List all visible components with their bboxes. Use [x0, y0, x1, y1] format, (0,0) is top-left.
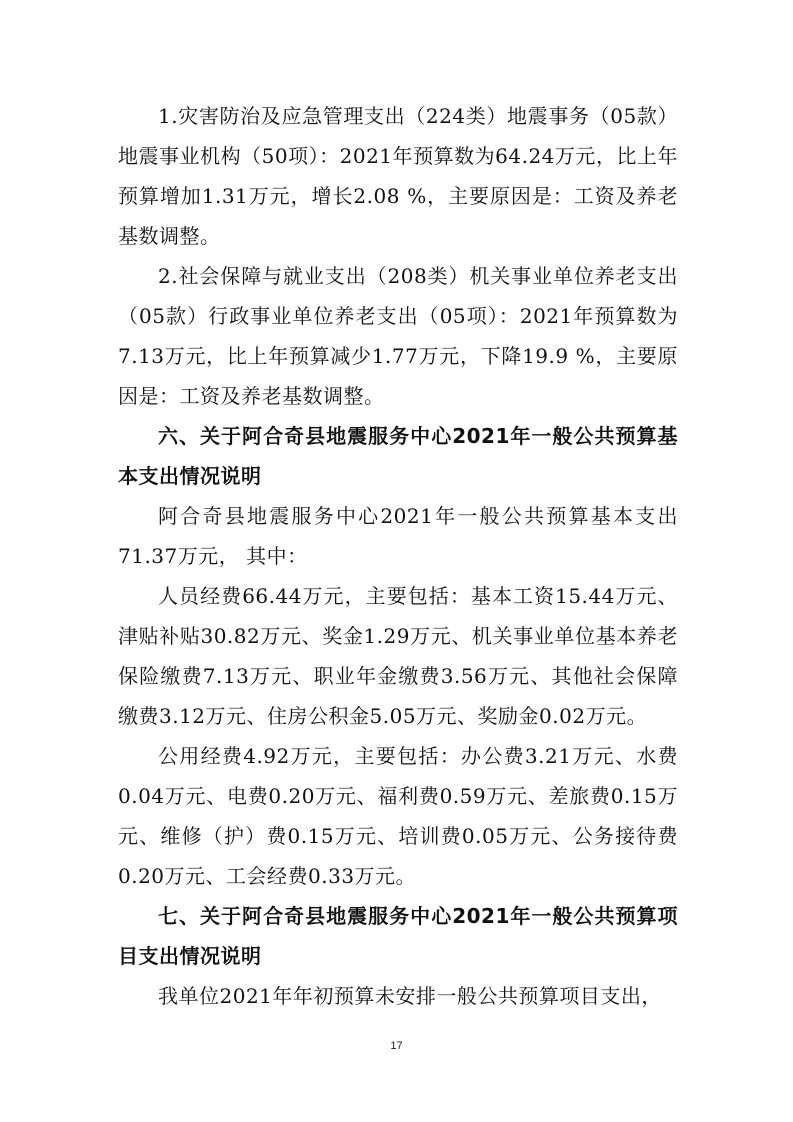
paragraph-social-security: 2.社会保障与就业支出（208类）机关事业单位养老支出（05款）行政事业单位养老支出（05项）：2021年预算数为7.13万元，比上年预算减少1.77万元，下降19.9 %，主要原因是：工资及养老基数调整。: [118, 264, 678, 408]
paragraph-project-expenditure: 我单位2021年年初预算未安排一般公共预算项目支出，: [158, 984, 662, 1008]
section-heading-project-expenditure: 七、关于阿合奇县地震服务中心2021年一般公共预算项目支出情况说明: [118, 904, 678, 968]
paragraph-basic-expenditure-total: 阿合奇县地震服务中心2021年一般公共预算基本支出71.37万元， 其中：: [118, 504, 678, 568]
section-heading-basic-expenditure: 六、关于阿合奇县地震服务中心2021年一般公共预算基本支出情况说明: [118, 424, 678, 488]
paragraph-disaster-prevention: 1.灾害防治及应急管理支出（224类）地震事务（05款）地震事业机构（50项）：2021年预算数为64.24万元，比上年预算增加1.31万元，增长2.08 %，主要原因是：工资及养老基数调整。: [118, 104, 678, 248]
paragraph-personnel-expenses: 人员经费66.44万元，主要包括：基本工资15.44万元、津贴补贴30.82万元、奖金1.29万元、机关事业单位基本养老保险缴费7.13万元、职业年金缴费3.56万元、其他社会保障缴费3.12万元、住房公积金5.05万元、奖励金0.02万元。: [118, 584, 678, 728]
paragraph-public-expenses: 公用经费4.92万元，主要包括：办公费3.21万元、水费0.04万元、电费0.20万元、福利费0.59万元、差旅费0.15万元、维修（护）费0.15万元、培训费0.05万元、公务接待费0.20万元、工会经费0.33万元。: [118, 744, 678, 888]
page-number: 17: [390, 1040, 403, 1052]
document-page: [118, 96, 678, 1016]
